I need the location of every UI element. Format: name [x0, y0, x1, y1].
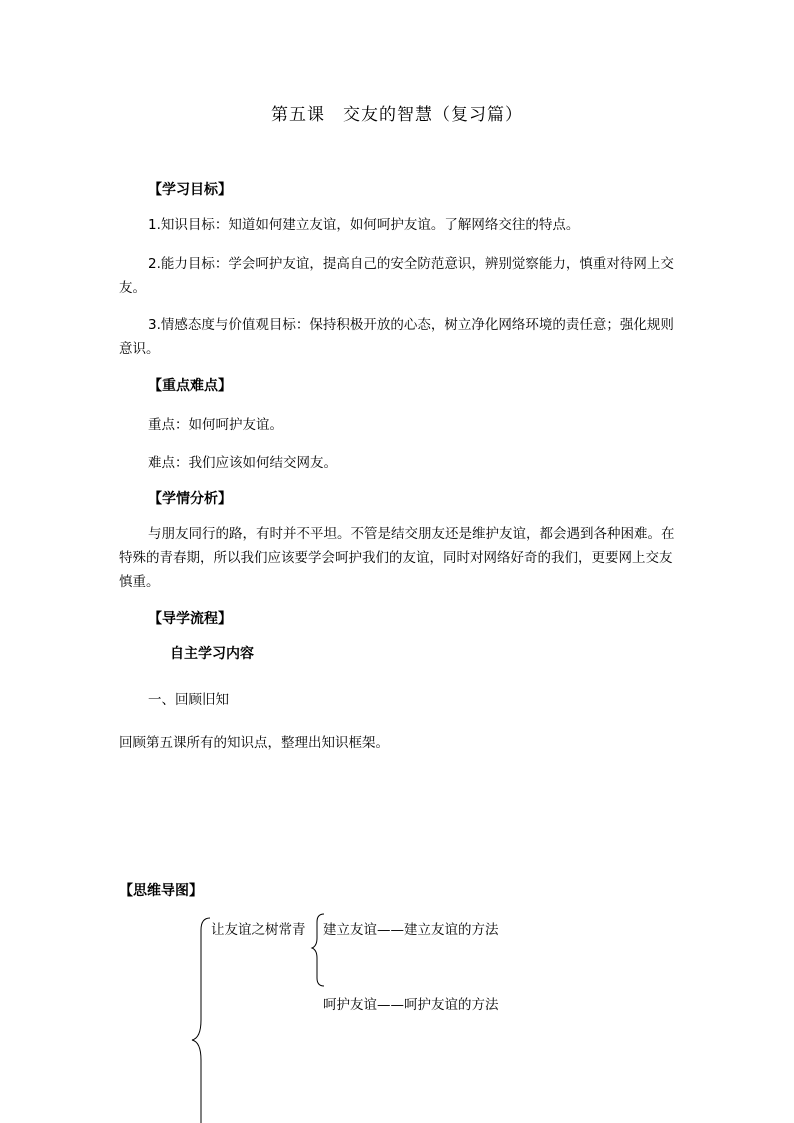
goal-knowledge: 1.知识目标：知道如何建立友谊，如何呵护友谊。了解网络交往的特点。 [148, 217, 580, 233]
mindmap-branch-build: 建立友谊——建立友谊的方法 [323, 922, 499, 938]
difficulty-point: 难点：我们应该如何结交网友。 [148, 455, 337, 471]
mindmap-left-brace [192, 918, 210, 1123]
self-study-heading: 自主学习内容 [170, 646, 254, 662]
mindmap-root: 让友谊之树常青 [211, 922, 306, 938]
analysis-heading: 【学情分析】 [148, 491, 232, 507]
analysis-text: 与朋友同行的路，有时并不平坦。不管是结交朋友还是维护友谊，都会遇到各种困难。在特殊的青春期，所以我们应该要学会呵护我们的友谊，同时对网络好奇的我们，更要网上交友慎重。 [119, 526, 675, 590]
mindmap-branch-protect: 呵护友谊——呵护友谊的方法 [323, 997, 499, 1013]
mindmap-heading: 【思维导图】 [119, 883, 203, 899]
key-heading: 【重点难点】 [148, 378, 232, 394]
flow-heading: 【导学流程】 [148, 611, 232, 627]
page-title: 第五课 交友的智慧（复习篇） [271, 105, 523, 125]
review-text: 回顾第五课所有的知识点，整理出知识框架。 [119, 735, 389, 751]
goal-attitude: 3.情感态度与价值观目标：保持积极开放的心态，树立净化网络环境的责任意；强化规则意识。 [119, 317, 674, 357]
key-point: 重点：如何呵护友谊。 [148, 417, 283, 433]
review-heading: 一、回顾旧知 [148, 692, 229, 708]
goals-heading: 【学习目标】 [148, 182, 232, 198]
goal-ability: 2.能力目标：学会呵护友谊，提高自己的安全防范意识，辨别觉察能力，慎重对待网上交友。 [119, 256, 674, 296]
